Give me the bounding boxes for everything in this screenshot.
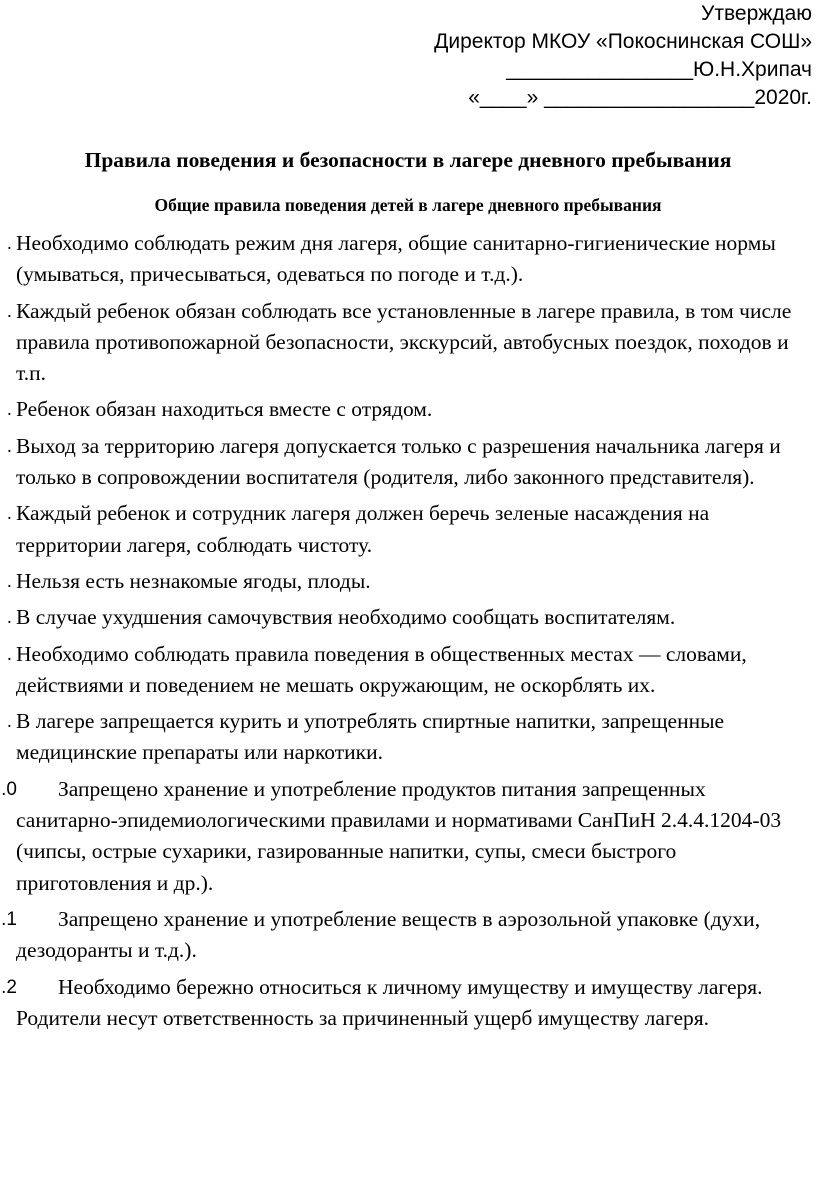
rule-text: Выход за территорию лагеря допускается только с разрешения начальника лагеря и только в сопровождении воспитателя (родителя, либо законного представителя). [16,433,781,490]
approval-signature-line: ________________Ю.Н.Хрипач [506,58,812,81]
approval-block [434,0,812,112]
rule-item [0,774,812,899]
rule-item [0,566,812,597]
rule-number: . [6,570,12,592]
rule-item [0,431,812,494]
rule-text: В случае ухудшения самочувствия необходимо сообщать воспитателям. [16,605,676,630]
rule-text: Нельзя есть незнакомые ягоды, плоды. [16,568,371,593]
rule-number: 0. [1,778,17,800]
rule-text: Каждый ребенок и сотрудник лагеря должен беречь зеленые насаждения на территории лагеря, соблюдать чистоту. [16,501,710,557]
approval-director: Директор МКОУ «Покоснинская СОШ» [434,30,812,53]
rule-text: Запрещено хранение и употребление веществ в аэрозольной упаковке (духи, дезодоранты и т.д.). [16,906,761,963]
rule-item [0,904,812,967]
rule-item [0,228,812,291]
document-subtitle: Общие правила поведения детей в лагере дневного пребывания [154,195,662,215]
rule-text: Ребенок обязан находиться вместе с отрядом. [16,397,433,422]
rule-item [0,972,812,1035]
rule-item [0,394,812,425]
document-title: Правила поведения и безопасности в лагере дневного пребывания [84,148,732,172]
rule-item [0,296,812,390]
rule-number: . [6,399,12,421]
rule-text: В лагере запрещается курить и употреблять спиртные напитки, запрещенные медицинские препараты или наркотики. [16,709,725,765]
rule-text: Необходимо бережно относиться к личному имуществу и имуществу лагеря. Родители несут ответственность за причиненный ущерб имуществу лагеря. [16,974,763,1030]
rule-item [0,706,812,769]
rule-number: . [6,233,12,254]
rule-text: Запрещено хранение и употребление продуктов питания запрещенных санитарно-эпидемиологическими правилами и нормативами СанПиН 2.4.4.1204-03 (чипсы, острые сухарики, газированные напитки, супы, смеси быстрого приготовления и др.). [16,776,782,895]
rule-number: . [6,503,12,525]
rule-item [0,639,812,702]
rule-item [0,602,812,633]
rules-list [0,228,812,1039]
rule-number: 1. [1,908,17,930]
rule-number: . [6,643,12,665]
rule-number: . [6,607,12,629]
rule-number: . [6,300,12,322]
approval-heading: Утверждаю [701,2,812,25]
rule-text: Необходимо соблюдать правила поведения в общественных местах — словами, действиями и поведением не мешать окружающим, не оскорблять их. [16,641,747,697]
rule-text: Необходимо соблюдать режим дня лагеря, общие санитарно-гигиенические нормы (умываться, причесываться, одеваться по погоде и т.д.). [16,231,776,287]
rule-text: Каждый ребенок обязан соблюдать все установленные в лагере правила, в том числе правила противопожарной безопасности, экскурсий, автобусных поездок, походов и т.п. [16,298,792,386]
rule-number: . [6,435,12,457]
rule-number: . [6,711,12,733]
approval-date-line: «____» __________________2020г. [468,86,812,109]
rule-number: 2. [1,976,17,998]
rule-item [0,498,812,561]
